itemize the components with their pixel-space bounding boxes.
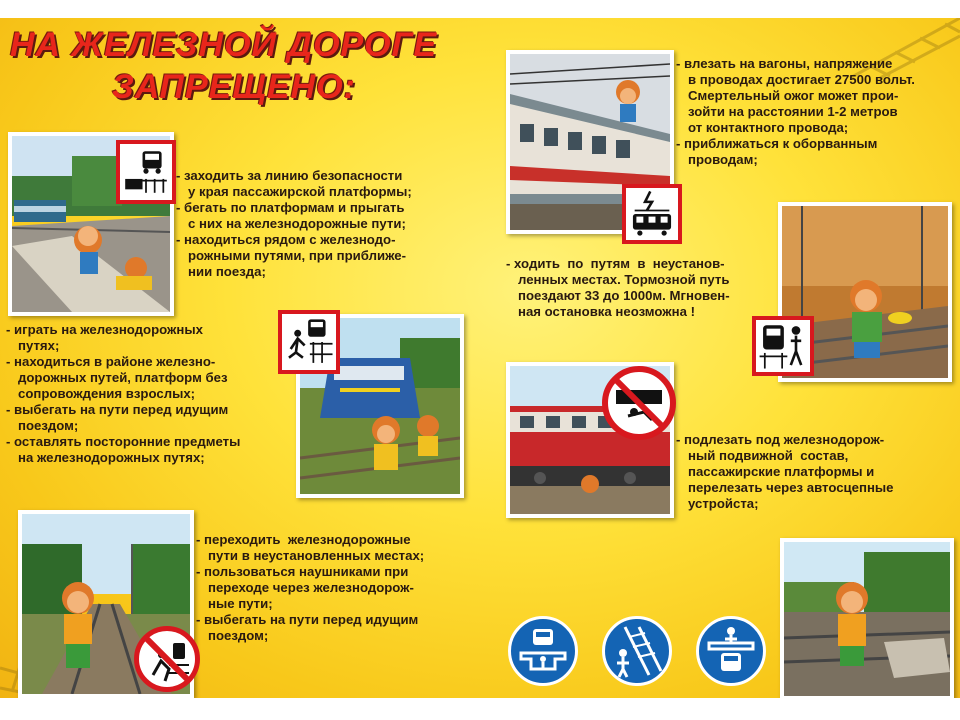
rule-line: нии поезда; (188, 264, 266, 279)
no-playing-on-tracks-sign-icon (278, 310, 340, 374)
rule-line: переходе через железнодорож- (208, 580, 414, 595)
rule-line: - играть на железнодорожных (6, 322, 203, 337)
no-platform-edge-sign-icon (116, 140, 176, 204)
rules-block-voltage (676, 56, 915, 168)
rule-line: - находиться рядом с железнодо- (176, 232, 396, 247)
rule-line: ленных местах. Тормозной путь (518, 272, 730, 287)
rule-line: в проводах достигает 27500 вольт. (688, 72, 915, 87)
rule-line: проводам; (688, 152, 758, 167)
rule-line: зойти на расстоянии 1-2 метров (688, 104, 898, 119)
pedestrian-crossing-sign-icon (696, 616, 766, 686)
rule-line: пассажирские платформы и (688, 464, 875, 479)
rule-line: - заходить за линию безопасности (176, 168, 403, 183)
rule-line: ные пути; (208, 596, 273, 611)
rule-line: - подлезать под железнодорож- (676, 432, 885, 447)
rule-line: поездом; (208, 628, 269, 643)
rule-line: пути в неустановленных местах; (208, 548, 425, 563)
pedestrian-bridge-photo (780, 538, 954, 698)
rule-line: - переходить железнодорожные (196, 532, 411, 547)
no-crossing-sign-icon (134, 626, 200, 692)
rule-line: - приближаться к оборванным (676, 136, 878, 151)
rules-block-crossing (196, 532, 424, 644)
rules-block-crawling (676, 432, 894, 512)
rule-line: перелезать через автосцепные (688, 480, 894, 495)
rule-line: Смертельный ожог может прои- (688, 88, 899, 103)
poster-title-line2: ЗАПРЕЩЕНО: (112, 68, 356, 106)
rule-line: - ходить по путям в неустанов- (506, 256, 725, 271)
rules-block-playing (6, 322, 240, 466)
rule-line: у края пассажирской платформы; (188, 184, 412, 199)
rule-line: - бегать по платформам и прыгать (176, 200, 405, 215)
high-voltage-sign-icon (622, 184, 682, 244)
rule-line: ный подвижной состав, (688, 448, 849, 463)
rule-line: ная остановка неозможна ! (518, 304, 695, 319)
rule-line: устройста; (688, 496, 759, 511)
rule-line: - оставлять посторонние предметы (6, 434, 241, 449)
rule-line: с них на железнодорожные пути; (188, 216, 406, 231)
safety-poster (0, 18, 960, 698)
rules-block-walking (506, 256, 730, 320)
rule-line: рожными путями, при приближе- (188, 248, 406, 263)
no-crawling-under-train-sign-icon (602, 366, 676, 440)
rule-line: путях; (18, 338, 60, 353)
rule-line: - пользоваться наушниками при (196, 564, 409, 579)
no-walking-on-tracks-sign-icon (752, 316, 814, 376)
rule-line: - находиться в районе железно- (6, 354, 216, 369)
rules-block-platform (176, 168, 412, 280)
rule-line: на железнодорожных путях; (18, 450, 205, 465)
rule-line: - выбегать на пути перед идущим (196, 612, 419, 627)
rule-line: сопровождения взрослых; (18, 386, 196, 401)
rule-line: - выбегать на пути перед идущим (6, 402, 229, 417)
underpass-sign-icon (508, 616, 578, 686)
rule-line: поездают 33 до 1000м. Мгновен- (518, 288, 730, 303)
overpass-sign-icon (602, 616, 672, 686)
rule-line: поездом; (18, 418, 79, 433)
poster-title-line1: НА ЖЕЛЕЗНОЙ ДОРОГЕ (10, 26, 438, 64)
rule-line: - влезать на вагоны, напряжение (676, 56, 893, 71)
rule-line: дорожных путей, платформ без (18, 370, 228, 385)
rule-line: от контактного провода; (688, 120, 849, 135)
